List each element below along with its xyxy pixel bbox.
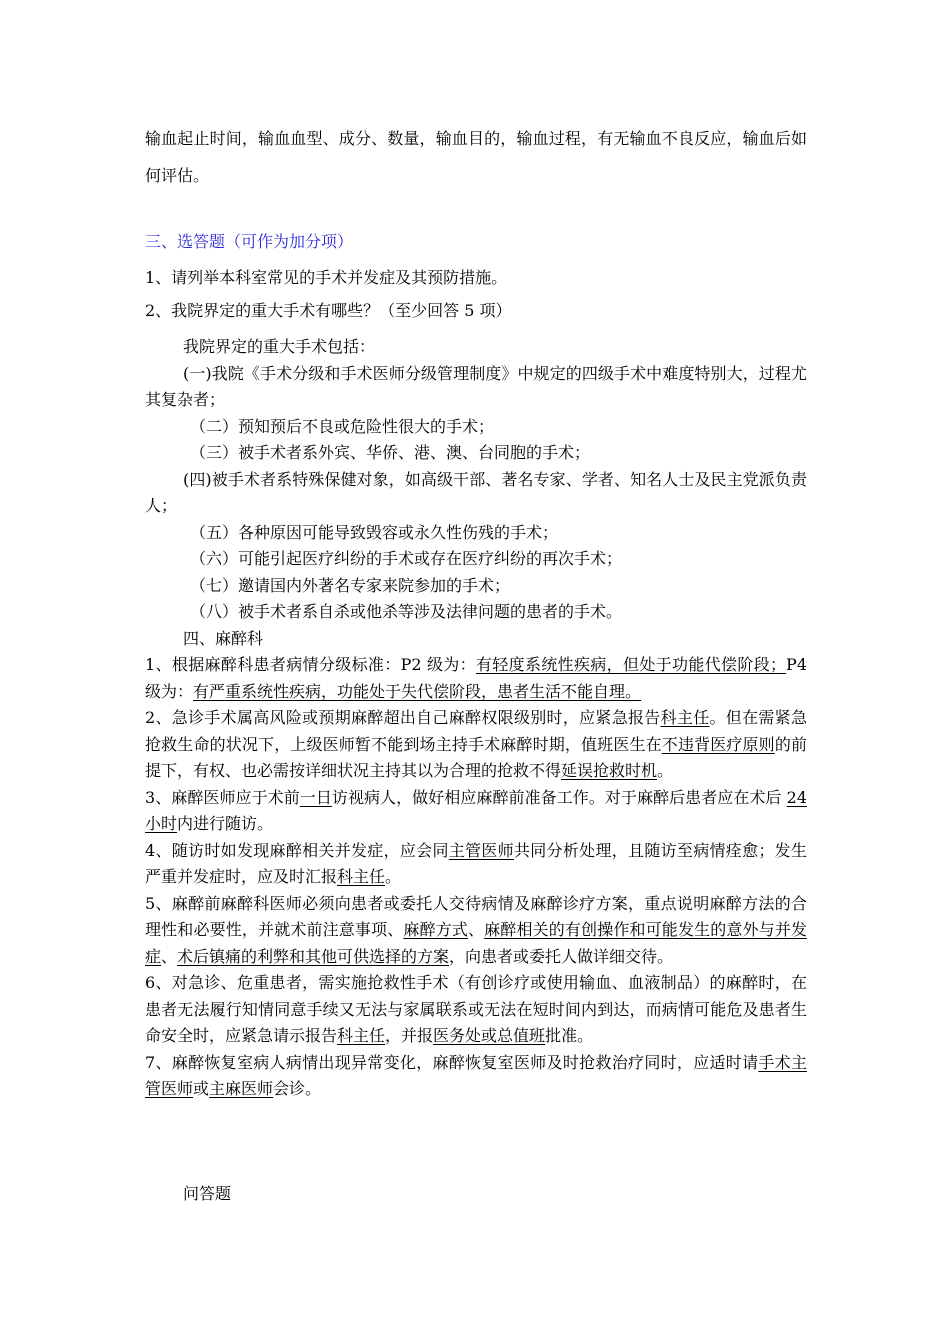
major-surgery-item-8: （八）被手术者系自杀或他杀等涉及法律问题的患者的手术。 — [190, 602, 623, 621]
anesthesia-item-2-text-c: 的前提下，有权、也必需按详细状况主持其以为合理的抢救不得 — [145, 734, 807, 780]
anesthesia-item-6 — [0, 970, 950, 1050]
section3-heading: 三、选答题（可作为加分项） — [145, 232, 354, 251]
anesthesia-item-2-answer-3: 延误抢救时机 — [561, 761, 658, 780]
anesthesia-item-4-text-a: 4、随访时如发现麻醉相关并发症，应会同 — [145, 840, 449, 860]
major-surgery-item-2: （二）预知预后不良或危险性很大的手术； — [190, 416, 495, 436]
anesthesia-item-6-text-c: 批准。 — [545, 1026, 594, 1045]
anesthesia-item-3-text-a: 3、麻醉医师应于术前 — [145, 787, 300, 807]
anesthesia-item-5-answer-1: 麻醉方式 — [403, 920, 468, 939]
anesthesia-item-6-text-a: 6、对急诊、危重患者，需实施抢救性手术（有创诊疗或使用输血、血液制品）的麻醉时，在患者无法履行知情同意手续又无法与家属联系或无法在短时间内到达，而病情可能危及患者生命安全时，应紧急请示报告 — [145, 973, 807, 1045]
anesthesia-item-7-text-a: 7、麻醉恢复室病人病情出现异常变化，麻醉恢复室医师及时抢救治疗同时，应适时请 — [145, 1052, 759, 1072]
anesthesia-item-3 — [0, 785, 950, 838]
anesthesia-item-2-text-b: 。但在需紧急抢救生命的状况下，上级医师暂不能到场主持手术麻醉时期，值班医生在 — [145, 708, 807, 754]
major-surgery-item-1: (一)我院《手术分级和手术医师分级管理制度》中规定的四级手术中难度特别大，过程尤其复杂者； — [145, 363, 807, 409]
final-heading-block — [0, 1181, 950, 1208]
anesthesia-item-2-answer-2: 不违背医疗原则 — [661, 734, 775, 754]
section3-question-2: 2、我院界定的重大手术有哪些？（至少回答 5 项） — [145, 301, 512, 320]
major-surgery-item-6: （六）可能引起医疗纠纷的手术或存在医疗纠纷的再次手术； — [190, 549, 623, 568]
section3-q2-block — [0, 298, 950, 325]
anesthesia-item-2-answer-1: 科主任 — [660, 708, 710, 727]
anesthesia-item-5-text-c: 、 — [161, 946, 178, 966]
anesthesia-item-7 — [0, 1050, 950, 1103]
major-surgery-list — [0, 334, 950, 1103]
anesthesia-item-4 — [0, 838, 950, 891]
anesthesia-item-4-answer-2: 科主任 — [337, 867, 386, 886]
anesthesia-item-7-answer-1: 手术主管医师 — [145, 1052, 807, 1098]
top-paragraph-block — [0, 120, 950, 194]
anesthesia-item-3-text-b: 访视病人，做好相应麻醉前准备工作。对于麻醉后患者应在术后 — [331, 787, 787, 807]
anesthesia-item-6-text-b: ，并报 — [385, 1026, 434, 1045]
major-surgery-item-7: （七）邀请国内外著名专家来院参加的手术； — [190, 575, 511, 595]
anesthesia-item-3-text-c: 内进行随访。 — [177, 814, 274, 833]
anesthesia-item-3-answer-2: 24 小时 — [145, 787, 807, 833]
anesthesia-item-2-text-a: 2、急诊手术属高风险或预期麻醉超出自己麻醉权限级别时，应紧急报告 — [145, 708, 661, 727]
section4-heading: 四、麻醉科 — [183, 628, 264, 648]
anesthesia-item-1-text-b: P4 级为： — [145, 655, 807, 701]
major-surgery-intro: 我院界定的重大手术包括： — [183, 337, 376, 356]
anesthesia-item-4-text-c: 。 — [385, 867, 402, 886]
anesthesia-item-7-text-c: 会诊。 — [273, 1079, 322, 1098]
anesthesia-item-6-answer-2: 医务处或总值班 — [433, 1026, 546, 1045]
anesthesia-item-1 — [0, 652, 950, 705]
major-surgery-item-5: （五）各种原因可能导致毁容或永久性伤残的手术； — [190, 522, 559, 542]
anesthesia-item-5-answer-2: 麻醉相关的有创操作和可能发生的意外与并发症 — [145, 920, 807, 966]
anesthesia-item-3-answer-1: 一日 — [299, 787, 332, 807]
section3-heading-block — [0, 229, 950, 256]
anesthesia-item-1-answer-1: 有轻度系统性疾病，但处于功能代偿阶段； — [475, 655, 787, 674]
anesthesia-item-5-text-b: 、 — [468, 920, 485, 939]
anesthesia-item-4-text-b: 共同分析处理，且随访至病情痊愈；发生严重并发症时，应及时汇报 — [145, 840, 807, 886]
major-surgery-item-4: (四)被手术者系特殊保健对象，如高级干部、著名专家、学者、知名人士及民主党派负责人； — [145, 469, 807, 515]
anesthesia-item-5-answer-3: 术后镇痛的利弊和其他可供选择的方案 — [177, 946, 450, 966]
top-paragraph: 输血起止时间，输血血型、成分、数量，输血目的，输血过程，有无输血不良反应，输血后如何评估。 — [145, 129, 807, 185]
section3-q1-block — [0, 265, 950, 292]
final-heading: 问答题 — [183, 1184, 232, 1203]
anesthesia-item-7-text-b: 或 — [193, 1079, 210, 1098]
anesthesia-item-2-text-d: 。 — [657, 761, 674, 780]
major-surgery-item-3: （三）被手术者系外宾、华侨、港、澳、台同胞的手术； — [190, 443, 591, 462]
anesthesia-item-5-text-a: 5、麻醉前麻醉科医师必须向患者或委托人交待病情及麻醉诊疗方案，重点说明麻醉方法的合理性和必要性，并就术前注意事项、 — [145, 893, 807, 939]
anesthesia-item-1-text-a: 1、根据麻醉科患者病情分级标准：P2 级为： — [145, 655, 476, 674]
section3-question-1: 1、请列举本科室常见的手术并发症及其预防措施。 — [145, 268, 508, 287]
anesthesia-item-5 — [0, 891, 950, 971]
anesthesia-item-7-answer-2: 主麻医师 — [209, 1079, 274, 1098]
anesthesia-item-4-answer-1: 主管医师 — [448, 840, 514, 860]
anesthesia-item-1-answer-2: 有严重系统性疾病，功能处于失代偿阶段，患者生活不能自理。 — [193, 681, 642, 701]
anesthesia-item-6-answer-1: 科主任 — [337, 1026, 386, 1045]
anesthesia-item-2 — [0, 705, 950, 785]
anesthesia-item-5-text-d: ，向患者或委托人做详细交待。 — [449, 946, 674, 966]
